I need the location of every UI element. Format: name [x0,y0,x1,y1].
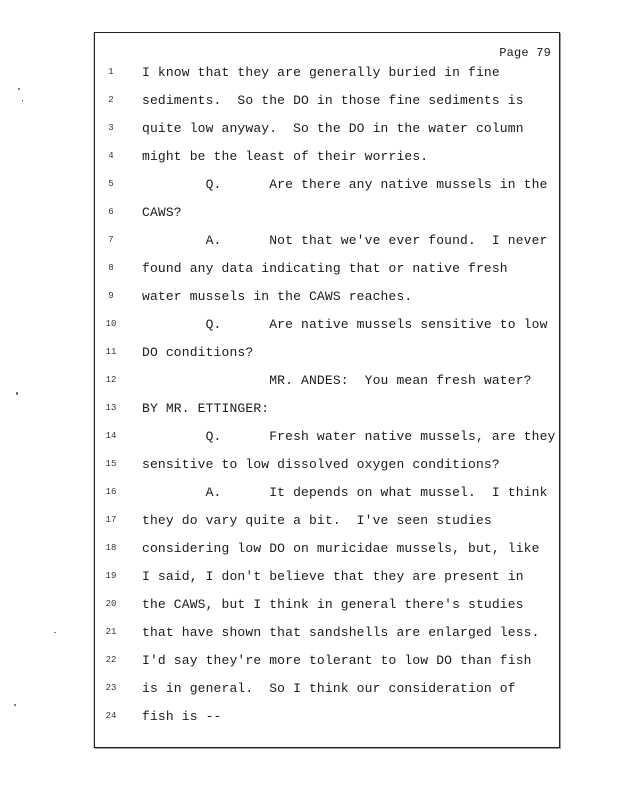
line-text: CAWS? [142,205,182,220]
line-number: 7 [108,235,114,245]
scan-speck [54,632,56,633]
line-text: I know that they are generally buried in fine [142,65,500,80]
transcript-line [95,429,559,457]
line-number: 24 [105,711,117,721]
line-number: 21 [105,627,117,637]
scan-speck [18,88,20,90]
line-text: considering low DO on muricidae mussels, but, like [142,541,540,556]
line-text: might be the least of their worries. [142,149,429,164]
line-number: 8 [108,263,114,273]
transcript-line [95,205,559,233]
line-number: 20 [105,599,117,609]
transcript-page [94,32,560,748]
transcript-line [95,93,559,121]
transcript-line [95,65,559,93]
line-number: 13 [105,403,117,413]
line-text: I'd say they're more tolerant to low DO than fish [142,653,532,668]
line-number: 14 [105,431,117,441]
line-number: 23 [105,683,117,693]
transcript-line [95,289,559,317]
line-text: MR. ANDES: You mean fresh water? [142,373,532,388]
page-number: Page 79 [499,46,551,60]
line-number: 9 [108,291,114,301]
line-number: 6 [108,207,114,217]
line-text: the CAWS, but I think in general there's studies [142,597,524,612]
line-text: I said, I don't believe that they are present in [142,569,524,584]
transcript-line [95,261,559,289]
line-number: 12 [105,375,117,385]
line-number: 18 [105,543,117,553]
transcript-line [95,653,559,681]
line-number: 17 [105,515,117,525]
line-text: water mussels in the CAWS reaches. [142,289,413,304]
transcript-line [95,233,559,261]
transcript-line [95,597,559,625]
line-number: 1 [108,67,114,77]
transcript-line [95,317,559,345]
scan-speck [22,100,23,102]
line-number: 11 [105,347,117,357]
transcript-line [95,681,559,709]
transcript-lines [95,65,559,737]
transcript-line [95,569,559,597]
line-text: sensitive to low dissolved oxygen conditions? [142,457,500,472]
line-text: is in general. So I think our consideration of [142,681,516,696]
line-number: 4 [108,151,114,161]
line-number: 22 [105,655,117,665]
line-text: fish is -- [142,709,222,724]
line-text: Q. Are native mussels sensitive to low [142,317,548,332]
line-number: 5 [108,179,114,189]
line-text: DO conditions? [142,345,254,360]
line-number: 2 [108,95,114,105]
transcript-line [95,541,559,569]
transcript-line [95,345,559,373]
line-number: 15 [105,459,117,469]
transcript-line [95,373,559,401]
transcript-line [95,121,559,149]
line-text: A. It depends on what mussel. I think [142,485,548,500]
line-text: A. Not that we've ever found. I never [142,233,548,248]
line-number: 10 [105,319,117,329]
transcript-line [95,457,559,485]
line-text: that have shown that sandshells are enlarged less. [142,625,540,640]
scan-speck [16,392,18,395]
transcript-line [95,177,559,205]
line-number: 16 [105,487,117,497]
transcript-line [95,149,559,177]
line-text: they do vary quite a bit. I've seen studies [142,513,492,528]
line-text: quite low anyway. So the DO in the water column [142,121,524,136]
line-text: BY MR. ETTINGER: [142,401,270,416]
scan-speck [14,704,16,706]
transcript-line [95,401,559,429]
transcript-line [95,485,559,513]
transcript-line [95,709,559,737]
line-text: found any data indicating that or native fresh [142,261,508,276]
transcript-line [95,625,559,653]
transcript-line [95,513,559,541]
line-number: 3 [108,123,114,133]
line-number: 19 [105,571,117,581]
line-text: Q. Fresh water native mussels, are they [142,429,556,444]
line-text: Q. Are there any native mussels in the [142,177,548,192]
line-text: sediments. So the DO in those fine sediments is [142,93,524,108]
